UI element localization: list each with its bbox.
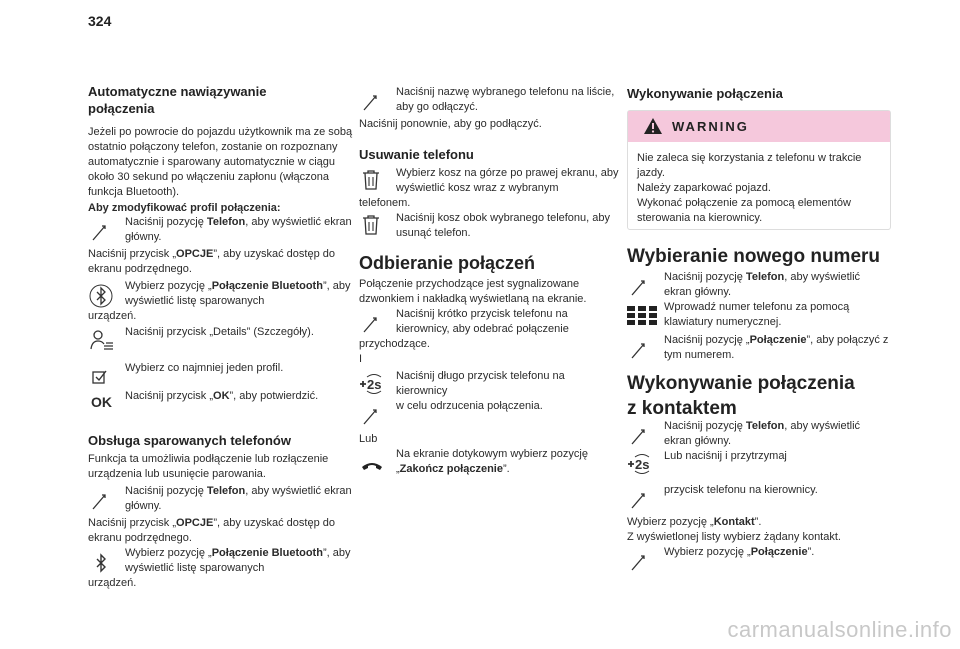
- line-opcje-2: Naciśnij przycisk „OPCJE”, aby uzyskać dostęp do ekranu podrzędnego.: [88, 517, 335, 544]
- step-trash-text: Wybierz kosz na górze po prawej ekranu, aby wyświetlić kosz wraz z wybranym: [396, 167, 619, 194]
- bluetooth-icon: [88, 550, 116, 578]
- keypad-icon: [627, 306, 655, 334]
- line-select-contact: Z wyświetlonej listy wybierz żądany kontakt.: [627, 531, 841, 543]
- heading-auto-connection: Automatyczne nawiązywanie połączenia: [88, 84, 267, 116]
- finger-tap-icon: [627, 489, 655, 517]
- line-kontakt: Wybierz pozycję „Kontakt”.: [627, 516, 762, 528]
- hang-up-icon: [359, 457, 387, 485]
- long-press-icon: [627, 453, 655, 481]
- finger-tap-icon: [627, 425, 655, 453]
- step-bluetooth-text: Wybierz pozycję „Połączenie Bluetooth”, aby wyświetlić listę sparowanych: [125, 280, 351, 307]
- warning-box: [627, 110, 891, 230]
- watermark: carmanualsonline.info: [727, 617, 952, 642]
- finger-tap-icon: [627, 339, 655, 367]
- intro-paired-phones: Funkcja ta umożliwia podłączenie lub rozłączenie urządzenia lub usunięcie parowania.: [88, 453, 329, 480]
- finger-tap-icon: [88, 221, 116, 249]
- warning-text-3: Wykonać połączenie za pomocą elementów sterowania na kierownicy.: [637, 197, 851, 224]
- step-answer-text: Naciśnij krótko przycisk telefonu na kierownicy, aby odebrać połączenie: [396, 308, 569, 335]
- step-steering-button-text: przycisk telefonu na kierownicy.: [664, 484, 818, 496]
- heading-making-call: Wykonywanie połączenia: [627, 86, 783, 101]
- heading-delete-phone: Usuwanie telefonu: [359, 147, 474, 162]
- trash-icon: [359, 168, 387, 196]
- step-hold-text: Lub naciśnij i przytrzymaj: [664, 450, 787, 462]
- step-connect-text: Naciśnij pozycję „Połączenie”, aby połączyć z tym numerem.: [664, 334, 889, 361]
- or-label: I: [359, 353, 363, 365]
- step-trash-tail: telefonem.: [359, 197, 411, 209]
- finger-tap-icon: [627, 276, 655, 304]
- trash-icon: [359, 213, 387, 241]
- step-reject-text: Naciśnij długo przycisk telefonu na kierownicy: [396, 370, 565, 397]
- heading-receiving-calls: Odbieranie połączeń: [359, 253, 536, 273]
- finger-tap-icon: [88, 490, 116, 518]
- warning-icon: [643, 117, 663, 135]
- step-ok-text: Naciśnij przycisk „OK”, aby potwierdzić.: [125, 390, 319, 402]
- heading-call-contact-line2: z kontaktem: [627, 398, 737, 419]
- warning-body: [637, 151, 885, 226]
- finger-tap-icon: [359, 91, 387, 119]
- or-label-2: Lub: [359, 433, 378, 445]
- warning-text-1: Nie zaleca się korzystania z telefonu w trakcie jazdy.: [637, 152, 862, 179]
- step-reject-2-text: w celu odrzucenia połączenia.: [396, 400, 543, 412]
- step-keypad-text: Wprowadź numer telefonu za pomocą klawiatury numerycznej.: [664, 301, 850, 328]
- user-details-icon: [88, 327, 116, 355]
- step-bluetooth-tail: urządzeń.: [88, 310, 137, 322]
- intro-auto-connection: Jeżeli po powrocie do pojazdu użytkownik ma ze sobą ostatnio połączony telefon, zostanie on rozpoznany automatycznie i sparowany automatycznie w ciągu około 30 sekund po włączeniu zapłonu (włączona funkcja Bluetooth).: [88, 126, 353, 198]
- warning-title: WARNING: [672, 119, 749, 134]
- step-disconnect-text: Naciśnij nazwę wybranego telefonu na liście, aby go odłączyć.: [396, 86, 615, 113]
- finger-tap-icon: [359, 405, 387, 433]
- step-answer-tail: przychodzące.: [359, 338, 430, 350]
- modify-profile-label: Aby zmodyfikować profil połączenia:: [88, 202, 281, 214]
- step-bluetooth-2-tail: urządzeń.: [88, 577, 137, 589]
- ok-icon: OK: [91, 394, 112, 410]
- heading-call-contact-line1: Wykonywanie połączenia: [627, 373, 855, 394]
- long-press-icon: [359, 373, 387, 401]
- heading-paired-phones: Obsługa sparowanych telefonów: [88, 433, 291, 448]
- step-details-text: Naciśnij przycisk „Details” (Szczegóły).: [125, 326, 314, 338]
- step-polaczenie-text: Wybierz pozycję „Połączenie”.: [664, 546, 815, 558]
- step-profile-text: Wybierz co najmniej jeden profil.: [125, 362, 284, 374]
- step-telefon-text: Naciśnij pozycję Telefon, aby wyświetlić ekran główny.: [125, 216, 352, 243]
- step-bluetooth-2-text: Wybierz pozycję „Połączenie Bluetooth”, aby wyświetlić listę sparowanych: [125, 547, 351, 574]
- intro-receiving-calls: Połączenie przychodzące jest sygnalizowane dzwonkiem i nakładką wyświetlaną na ekranie.: [359, 278, 587, 305]
- svg-text:2s: 2s: [635, 457, 650, 472]
- warning-header: [628, 111, 890, 142]
- step-end-call-text: Na ekranie dotykowym wybierz pozycję „Zakończ połączenie”.: [396, 448, 588, 475]
- page-number: 324: [88, 13, 112, 29]
- step-telefon-4-text: Naciśnij pozycję Telefon, aby wyświetlić ekran główny.: [664, 420, 861, 447]
- step-telefon-2-text: Naciśnij pozycję Telefon, aby wyświetlić ekran główny.: [125, 485, 352, 512]
- checkbox-icon: [88, 365, 116, 393]
- warning-text-2: Należy zaparkować pojazd.: [637, 182, 771, 194]
- step-trash-2-text: Naciśnij kosz obok wybranego telefonu, aby usunąć telefon.: [396, 212, 611, 239]
- finger-tap-icon: [627, 551, 655, 579]
- line-reconnect: Naciśnij ponownie, aby go podłączyć.: [359, 118, 542, 130]
- step-telefon-3-text: Naciśnij pozycję Telefon, aby wyświetlić ekran główny.: [664, 271, 861, 298]
- heading-new-number: Wybieranie nowego numeru: [627, 246, 881, 267]
- line-opcje: Naciśnij przycisk „OPCJE”, aby uzyskać dostęp do ekranu podrzędnego.: [88, 248, 335, 275]
- heading-call-contact: [627, 371, 855, 421]
- bluetooth-icon: [88, 283, 116, 311]
- svg-text:2s: 2s: [367, 377, 382, 392]
